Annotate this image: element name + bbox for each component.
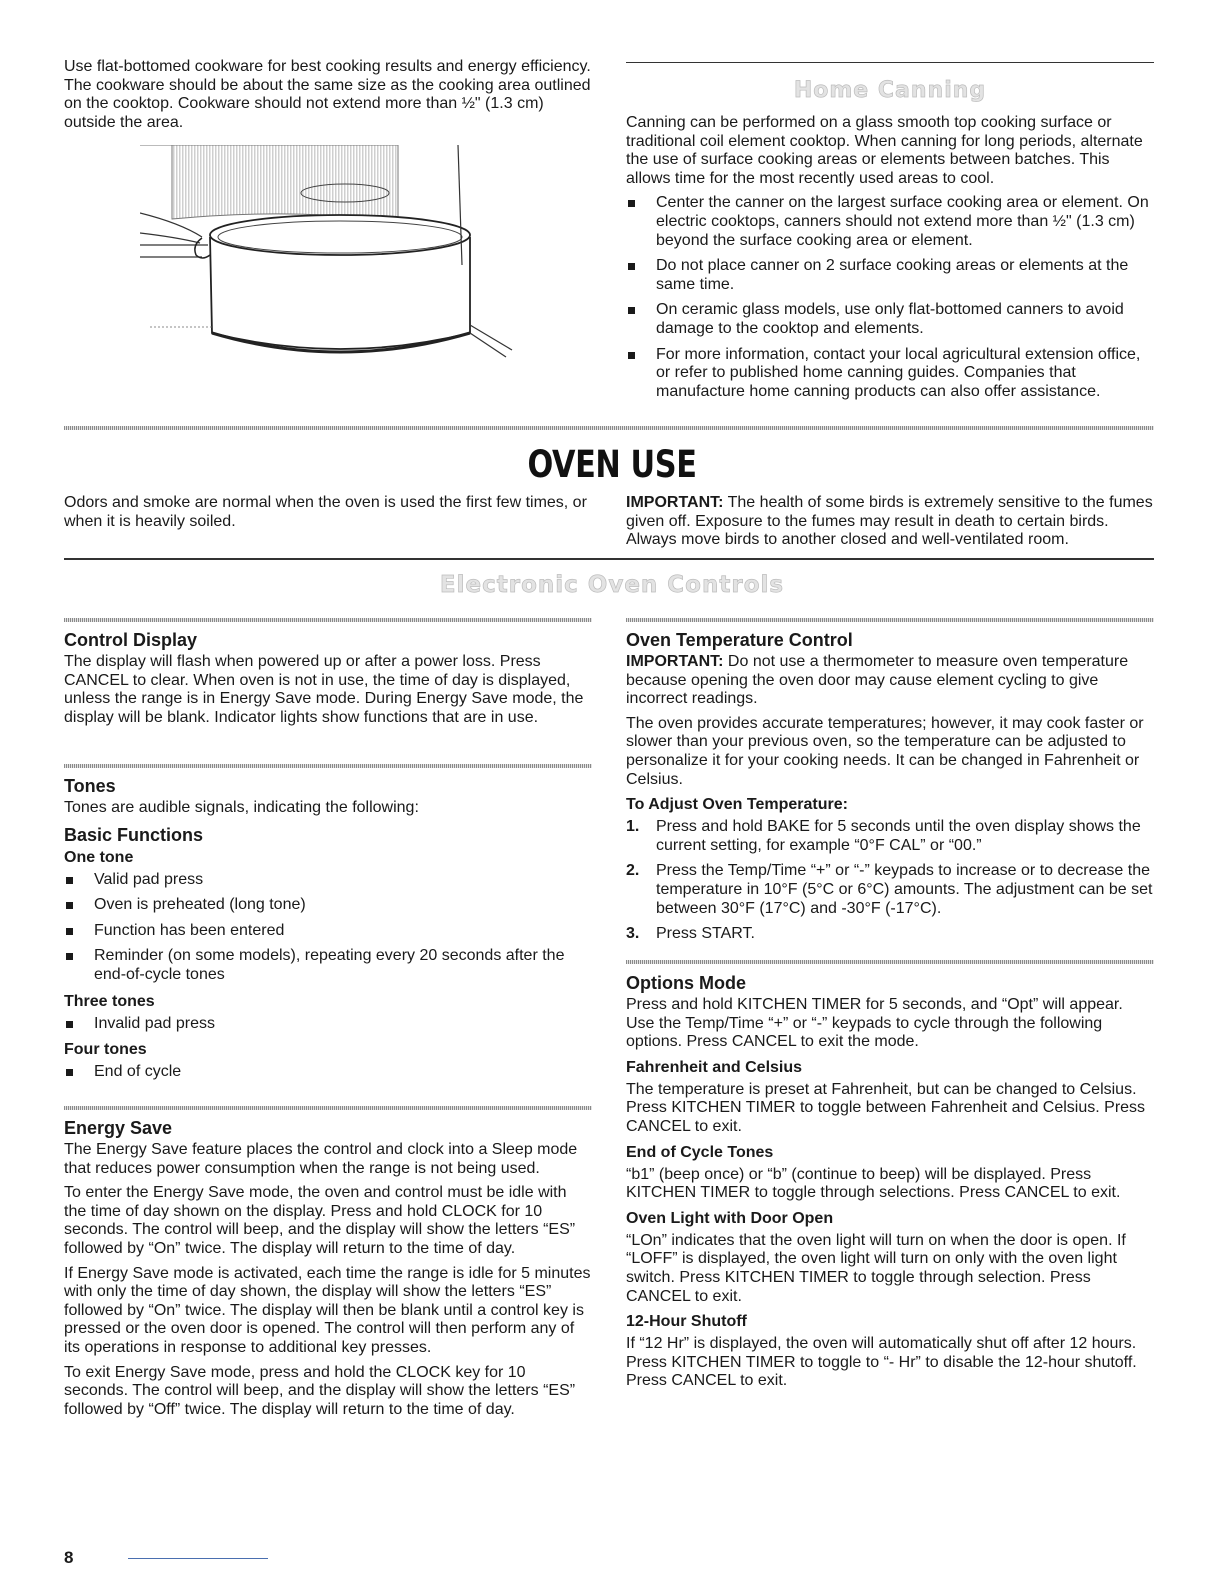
canning-list [626, 194, 1154, 401]
list-item: For more information, contact your local agricultural extension office, or refer to published home canning guides. Companies that manufacture home canning products can also offer assistance. [626, 346, 1154, 402]
oven-temp-heading: Oven Temperature Control [626, 630, 853, 650]
list-item [626, 862, 1154, 918]
cookware-illustration [140, 145, 520, 370]
oven-use-rule [64, 558, 1154, 560]
list-item [626, 925, 1154, 944]
energy-save-section [64, 1117, 592, 1425]
canning-intro: Canning can be performed on a glass smooth top cooking surface or traditional coil element cooktop. When canning for long periods, alternate the use of surface cooking areas or elements between batches. This allows time for the most recently used areas to cool. [626, 114, 1143, 187]
page-number: 8 [64, 1548, 74, 1567]
section-divider [626, 960, 1154, 964]
option-text: “b1” (beep once) or “b” (continue to beep) will be displayed. Press KITCHEN TIMER to toggle through selections. Press CANCEL to exit. [626, 1165, 1121, 1202]
section-divider [64, 426, 1154, 430]
basic-functions-heading: Basic Functions [64, 824, 204, 845]
energy-save-heading: Energy Save [64, 1118, 173, 1138]
step-number: 1. [626, 818, 640, 836]
oven-use-intro [64, 494, 592, 537]
list-item: Center the canner on the largest surface cooking area or element. On electric cooktops, canners should not extend more than ½" (1.3 cm) beyond the surface cooking area or element. [626, 194, 1154, 250]
list-item: Do not place canner on 2 surface cooking areas or elements at the same time. [626, 257, 1154, 294]
energy-save-paragraph: If Energy Save mode is activated, each time the range is idle for 5 minutes with only the time of day shown, the display will show the letters “ES” followed by “On” twice. The display will then be blank until a control key is pressed or the oven door is opened. The control will then perform any of its operations in response to additional key presses. [64, 1264, 591, 1356]
control-display-heading: Control Display [64, 630, 198, 650]
tones-heading: Tones [64, 776, 116, 796]
option-title: 12-Hour Shutoff [626, 1313, 747, 1331]
electronic-controls-heading: Electronic Oven Controls [439, 572, 785, 598]
control-display-text: The display will flash when powered up or after a power loss. Press CANCEL to clear. When oven is not in use, the time of day is displayed, unless the range is in Energy Save mode. During Energy Save mode, the display will be blank. Indicator lights show functions that are in use. [64, 653, 584, 726]
step-text: Press START. [656, 925, 755, 943]
section-divider [64, 1106, 592, 1110]
list-item [626, 818, 1154, 855]
list-item: Invalid pad press [64, 1015, 592, 1034]
adjust-steps [626, 818, 1154, 944]
footer-line [128, 1558, 268, 1559]
control-display-section [64, 629, 592, 733]
important-label: IMPORTANT: [626, 494, 724, 511]
important-label: IMPORTANT: [626, 653, 724, 670]
step-text: Press the Temp/Time “+” or “-” keypads to increase or to decrease the temperature in 10°F (5°C or 6°C) amounts. The adjustment can be set between 30°F (17°C) and -30°F (-17°C). [656, 862, 1153, 917]
step-number: 2. [626, 862, 640, 880]
three-tones-list [64, 1015, 592, 1034]
list-item: End of cycle [64, 1063, 592, 1082]
oven-use-important [626, 494, 1154, 556]
option-text: The temperature is preset at Fahrenheit, but can be changed to Celsius. Press KITCHEN TIMER to toggle between Fahrenheit and Celsius. Press CANCEL to exit. [626, 1080, 1146, 1135]
option-text: If “12 Hr” is displayed, the oven will automatically shut off after 12 hours. Press KITCHEN TIMER to toggle to “- Hr” to disable the 12-hour shutoff. Press CANCEL to exit. [626, 1335, 1137, 1390]
section-divider [626, 618, 1154, 622]
step-text: Press and hold BAKE for 5 seconds until the oven display shows the current setting, for example “0°F CAL” or “00.” [656, 818, 1141, 854]
one-tone-list [64, 871, 592, 985]
tones-intro: Tones are audible signals, indicating the following: [64, 799, 419, 816]
adjust-heading: To Adjust Oven Temperature: [626, 796, 848, 814]
section-divider [64, 618, 592, 622]
one-tone-label: One tone [64, 848, 134, 866]
page-title: OVEN USE [527, 443, 697, 486]
energy-save-paragraph: The Energy Save feature places the control and clock into a Sleep mode that reduces power consumption when the range is not being used. [64, 1141, 578, 1177]
home-canning-section [626, 114, 1154, 408]
energy-save-paragraph: To enter the Energy Save mode, the oven and control must be idle with the time of day shown on the display. Press and hold CLOCK for 10 seconds. The control will beep, and the display will show the letters “ES” followed by “On” twice. The display will return to the time of day. [64, 1184, 576, 1257]
energy-save-paragraph: To exit Energy Save mode, press and hold the CLOCK key for 10 seconds. The control will beep, and the display will show the letters “ES” followed by “Off” twice. The display will return to the time of day. [64, 1363, 576, 1418]
options-mode-heading: Options Mode [626, 973, 746, 993]
option-title: End of Cycle Tones [626, 1143, 774, 1161]
list-item: Reminder (on some models), repeating every 20 seconds after the end-of-cycle tones [64, 947, 592, 984]
oven-temp-text: The oven provides accurate temperatures; however, it may cook faster or slower than your previous oven, so the temperature can be adjusted to personalize it for your cooking needs. It can be changed in Fahrenheit or Celsius. [626, 714, 1144, 788]
option-title: Oven Light with Door Open [626, 1209, 834, 1227]
list-item: Valid pad press [64, 871, 592, 890]
section-divider [64, 764, 592, 768]
canning-top-rule [626, 62, 1154, 63]
tones-section [64, 775, 592, 1089]
home-canning-heading: Home Canning [793, 78, 987, 103]
cookware-text: Use flat-bottomed cookware for best cooking results and energy efficiency. The cookware should be about the same size as the cooking area outlined on the cooktop. Cookware should not extend more than ½" (1.3 cm) outside the area. [64, 58, 591, 131]
four-tones-label: Four tones [64, 1041, 147, 1059]
cookware-section [64, 58, 592, 138]
option-text: “LOn” indicates that the oven light will turn on when the door is open. If “LOFF” is displayed, the oven light will turn on only with the oven light switch. Press KITCHEN TIMER to toggle through selection. Press CANCEL to exit. [626, 1231, 1126, 1305]
four-tones-list [64, 1063, 592, 1082]
oven-use-intro-text: Odors and smoke are normal when the oven is used the first few times, or when it is heavily soiled. [64, 494, 587, 530]
list-item: Oven is preheated (long tone) [64, 896, 592, 915]
option-title: Fahrenheit and Celsius [626, 1058, 803, 1076]
oven-temp-section [626, 629, 1154, 951]
important-text: The health of some birds is extremely sensitive to the fumes given off. Exposure to the fumes may result in death to certain birds. Always move birds to another closed and well-ventilated room. [626, 494, 1153, 549]
three-tones-label: Three tones [64, 992, 155, 1010]
list-item: Function has been entered [64, 922, 592, 941]
list-item: On ceramic glass models, use only flat-bottomed canners to avoid damage to the cooktop and elements. [626, 301, 1154, 338]
step-number: 3. [626, 925, 640, 943]
options-mode-section [626, 972, 1154, 1397]
options-mode-intro: Press and hold KITCHEN TIMER for 5 seconds, and “Opt” will appear. Use the Temp/Time “+” or “-” keypads to cycle through the following options. Press CANCEL to exit the mode. [626, 996, 1123, 1051]
important-text: Do not use a thermometer to measure oven temperature because opening the oven door may cause element cycling to give incorrect readings. [626, 653, 1129, 708]
